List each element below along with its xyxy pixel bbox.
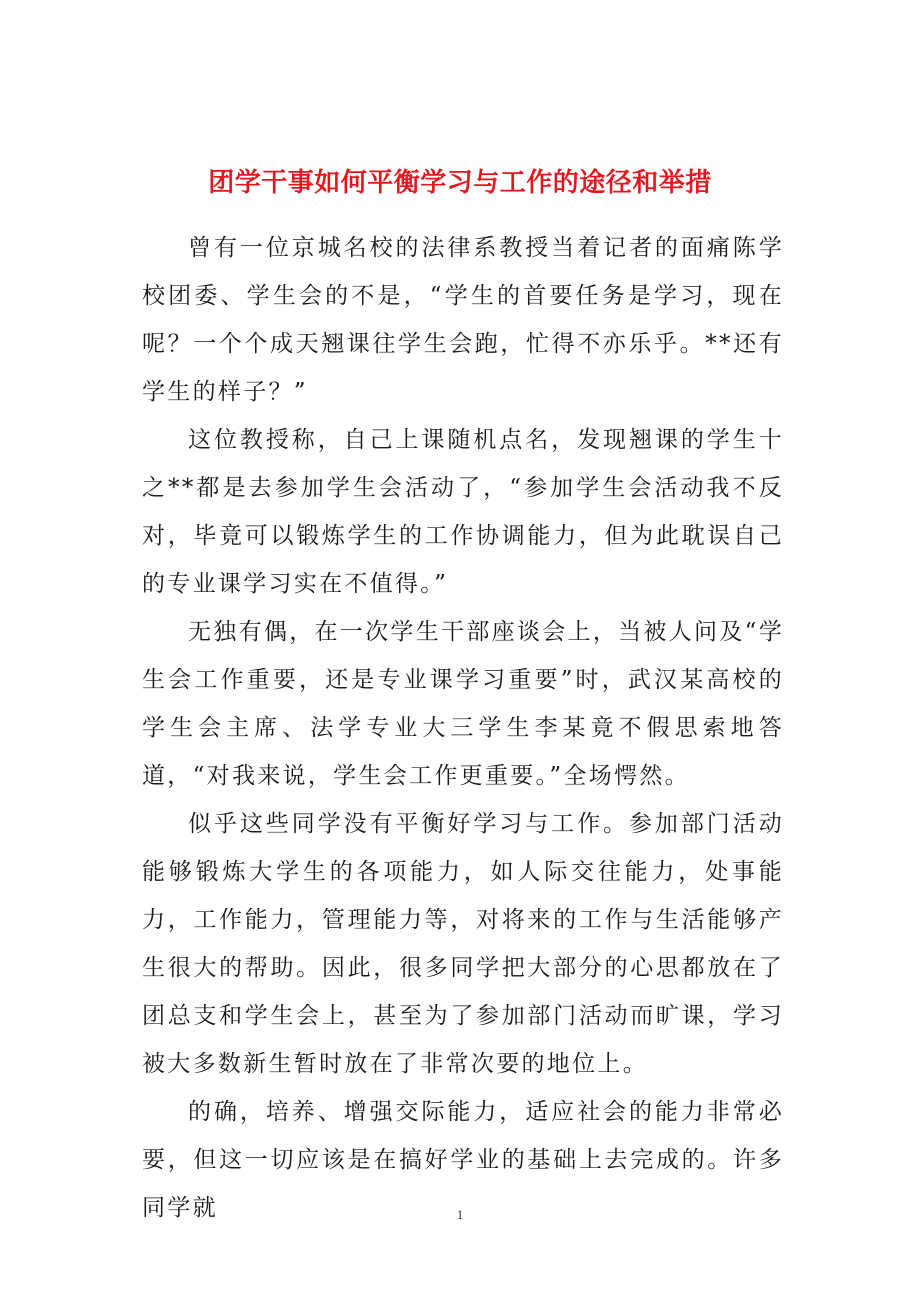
paragraph-2: 这位教授称，自己上课随机点名，发现翘课的学生十之**都是去参加学生会活动了，“参加学生会活动我不反对，毕竟可以锻炼学生的工作协调能力，但为此耽误自己的专业课学习实在不值得。” bbox=[142, 427, 784, 597]
document-title: 团学干事如何平衡学习与工作的途径和举措 bbox=[208, 168, 712, 199]
paragraph-1: 曾有一位京城名校的法律系教授当着记者的面痛陈学校团委、学生会的不是，“学生的首要任务是学习，现在呢？一个个成天翘课往学生会跑，忙得不亦乐乎。**还有学生的样子？” bbox=[142, 235, 784, 405]
document-body bbox=[142, 224, 784, 1232]
paragraph-3: 无独有偶，在一次学生干部座谈会上，当被人问及“学生会工作重要，还是专业课学习重要”时，武汉某高校的学生会主席、法学专业大三学生李某竟不假思索地答道，“对我来说，学生会工作更重要。”全场愕然。 bbox=[142, 619, 784, 789]
paragraph-5: 的确，培养、增强交际能力，适应社会的能力非常必要，但这一切应该是在搞好学业的基础上去完成的。许多同学就 bbox=[142, 1099, 784, 1221]
paragraph-4: 似乎这些同学没有平衡好学习与工作。参加部门活动能够锻炼大学生的各项能力，如人际交往能力，处事能力，工作能力，管理能力等，对将来的工作与生活能够产生很大的帮助。因此，很多同学把大部分的心思都放在了团总支和学生会上，甚至为了参加部门活动而旷课，学习被大多数新生暂时放在了非常次要的地位上。 bbox=[142, 811, 784, 1077]
page-number: 1 bbox=[456, 1207, 464, 1222]
